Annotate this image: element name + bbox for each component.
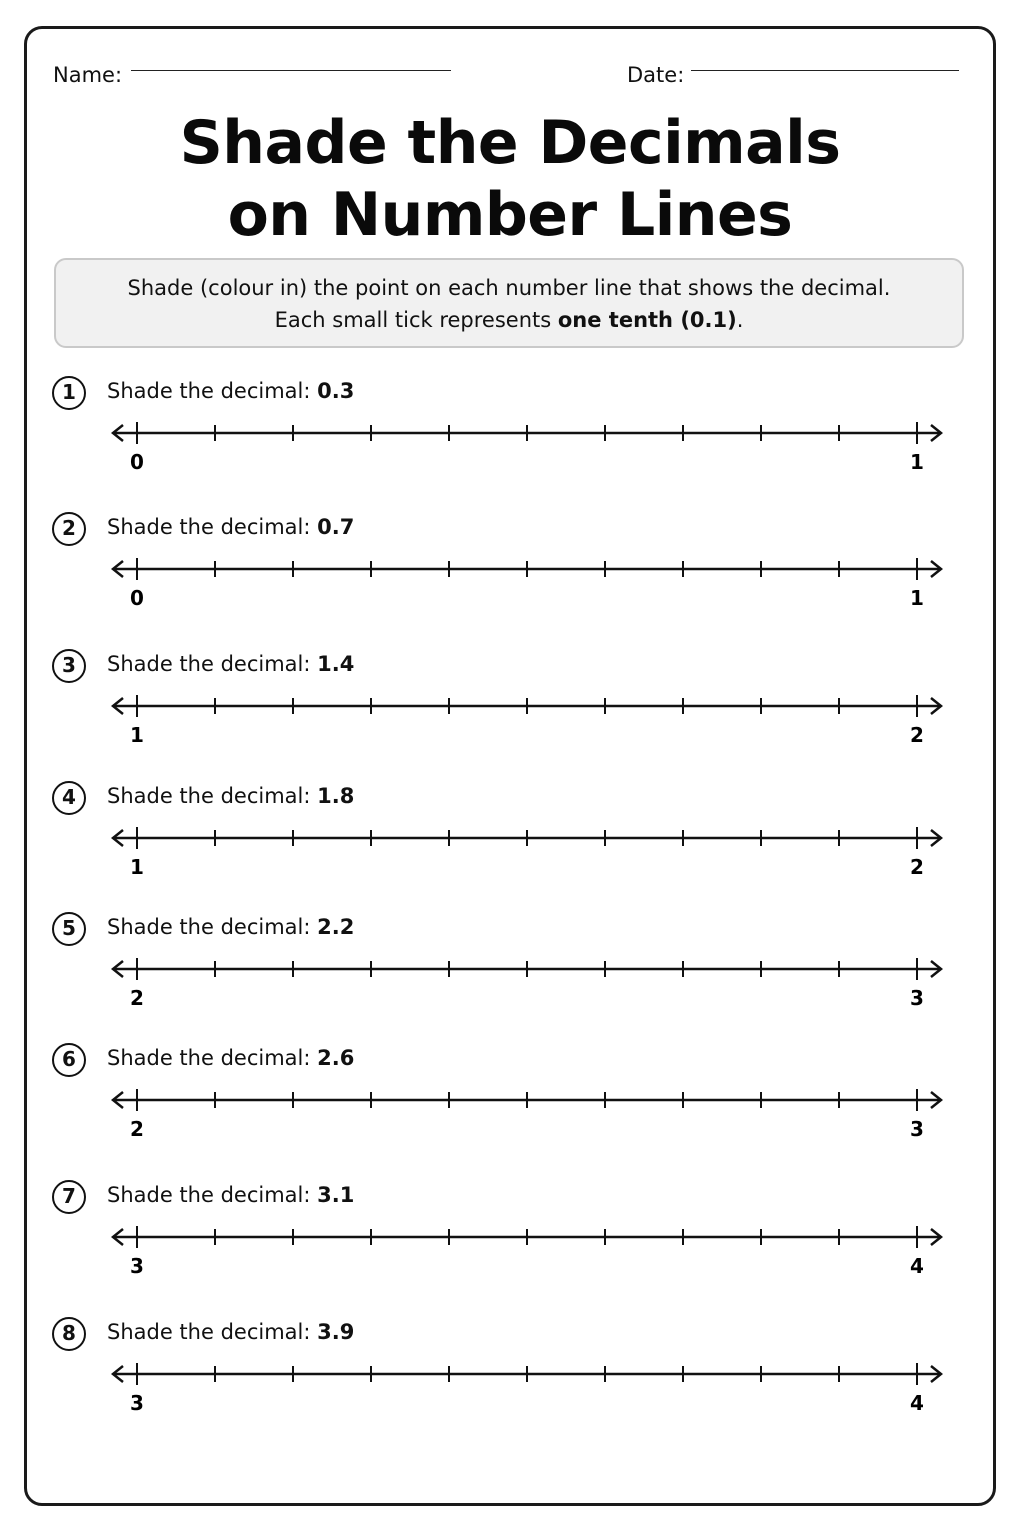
question-decimal-value: 2.2: [317, 915, 355, 939]
instructions-box: [54, 258, 964, 348]
number-line-end-label: 2: [910, 723, 924, 747]
number-line-start-label: 0: [130, 586, 144, 610]
number-line[interactable]: [107, 942, 947, 1012]
date-blank-line[interactable]: [691, 70, 959, 71]
question-number-badge: 6: [52, 1043, 86, 1077]
question-decimal-value: 0.3: [317, 379, 355, 403]
date-label: Date:: [627, 63, 685, 87]
instructions-line-2-prefix: Each small tick represents: [274, 308, 558, 332]
question-1: [27, 376, 993, 486]
title-line-1: Shade the Decimals: [179, 108, 841, 178]
question-3: [27, 649, 993, 759]
question-decimal-value: 3.9: [317, 1320, 355, 1344]
number-line-start-label: 2: [130, 1117, 144, 1141]
number-line-start-label: 2: [130, 986, 144, 1010]
question-prompt: [107, 1183, 354, 1207]
number-line-end-label: 1: [910, 450, 924, 474]
number-line-end-label: 4: [910, 1391, 924, 1415]
question-prompt: [107, 515, 354, 539]
question-number-badge: 4: [52, 781, 86, 815]
number-line[interactable]: [107, 811, 947, 881]
question-decimal-value: 0.7: [317, 515, 355, 539]
instructions-line-2-suffix: .: [736, 308, 744, 332]
question-prompt: [107, 1320, 354, 1344]
number-line-end-label: 3: [910, 986, 924, 1010]
number-line-start-label: 0: [130, 450, 144, 474]
question-prompt-text: Shade the decimal:: [107, 1183, 318, 1207]
question-number-badge: 3: [52, 649, 86, 683]
instructions-line-2: [56, 304, 962, 336]
instructions-line-2-bold: one tenth (0.1): [557, 308, 737, 332]
question-number-badge: 1: [52, 376, 86, 410]
number-line-start-label: 1: [130, 855, 144, 879]
question-decimal-value: 2.6: [317, 1046, 355, 1070]
question-prompt: [107, 652, 354, 676]
question-decimal-value: 1.4: [317, 652, 355, 676]
question-prompt-text: Shade the decimal:: [107, 915, 318, 939]
name-blank-line[interactable]: [131, 70, 451, 71]
number-line-start-label: 3: [130, 1391, 144, 1415]
question-prompt-text: Shade the decimal:: [107, 784, 318, 808]
question-number-badge: 2: [52, 512, 86, 546]
number-line[interactable]: [107, 1073, 947, 1143]
title-line-2: on Number Lines: [227, 180, 793, 250]
number-line-end-label: 2: [910, 855, 924, 879]
number-line[interactable]: [107, 542, 947, 612]
worksheet-page: [24, 26, 996, 1506]
name-label: Name:: [53, 63, 123, 87]
number-line[interactable]: [107, 1347, 947, 1417]
number-line-end-label: 1: [910, 586, 924, 610]
question-prompt-text: Shade the decimal:: [107, 379, 318, 403]
question-prompt: [107, 784, 354, 808]
number-line-start-label: 1: [130, 723, 144, 747]
question-8: [27, 1317, 993, 1427]
question-prompt: [107, 379, 354, 403]
question-7: [27, 1180, 993, 1290]
number-line[interactable]: [107, 406, 947, 476]
question-number-badge: 8: [52, 1317, 86, 1351]
number-line[interactable]: [107, 679, 947, 749]
question-6: [27, 1043, 993, 1153]
question-5: [27, 912, 993, 1022]
number-line[interactable]: [107, 1210, 947, 1280]
question-prompt-text: Shade the decimal:: [107, 1046, 318, 1070]
question-prompt-text: Shade the decimal:: [107, 515, 318, 539]
question-prompt: [107, 1046, 354, 1070]
question-decimal-value: 3.1: [317, 1183, 355, 1207]
worksheet-title: [27, 107, 993, 251]
number-line-end-label: 3: [910, 1117, 924, 1141]
question-prompt-text: Shade the decimal:: [107, 652, 318, 676]
question-4: [27, 781, 993, 891]
question-decimal-value: 1.8: [317, 784, 355, 808]
question-prompt: [107, 915, 354, 939]
question-2: [27, 512, 993, 622]
question-number-badge: 7: [52, 1180, 86, 1214]
number-line-end-label: 4: [910, 1254, 924, 1278]
question-number-badge: 5: [52, 912, 86, 946]
number-line-start-label: 3: [130, 1254, 144, 1278]
question-prompt-text: Shade the decimal:: [107, 1320, 318, 1344]
instructions-line-1: Shade (colour in) the point on each number line that shows the decimal.: [127, 276, 891, 300]
